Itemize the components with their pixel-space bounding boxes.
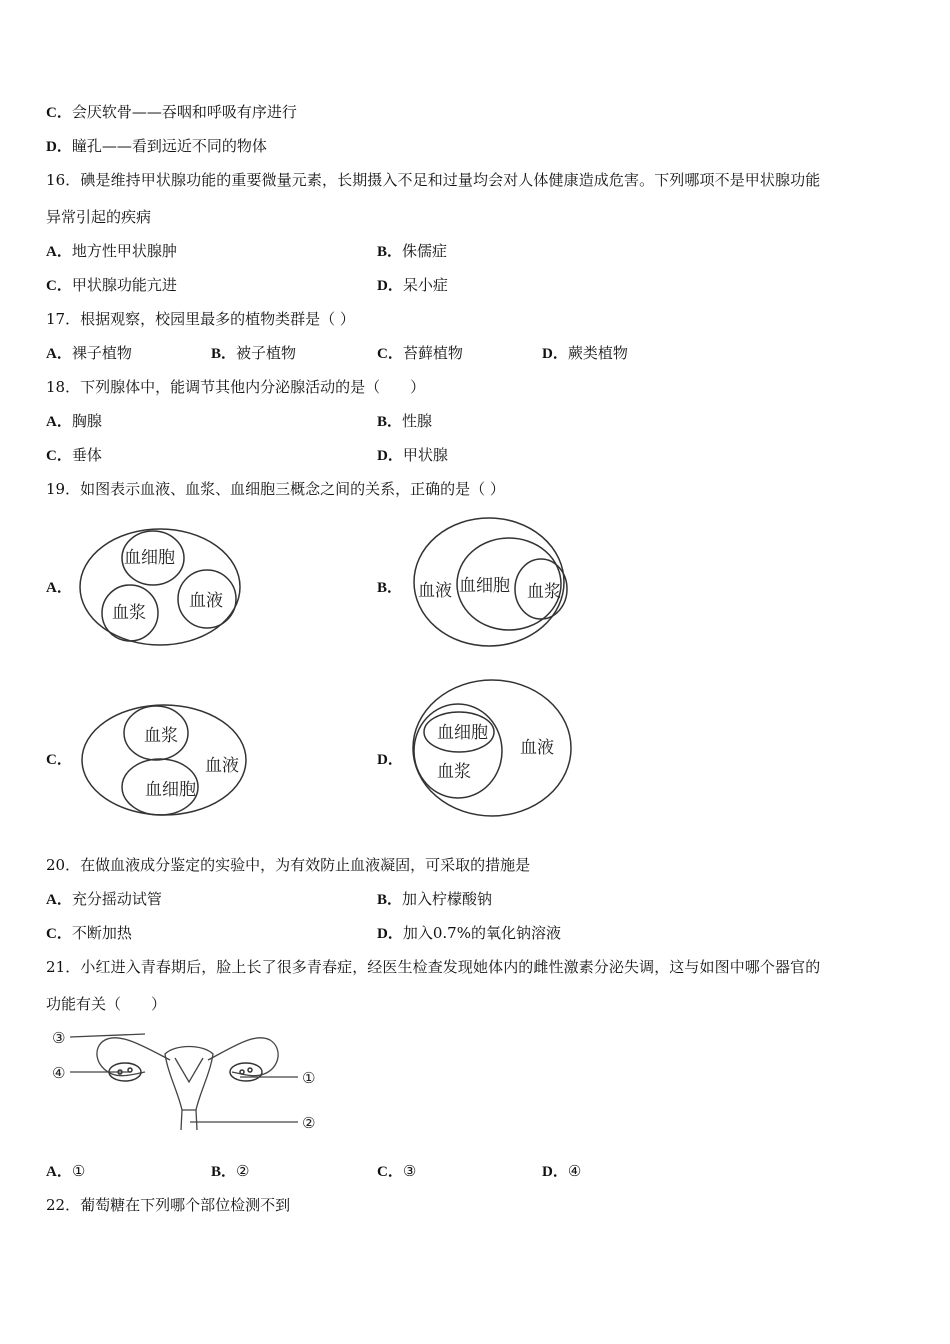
marker-2: ② xyxy=(302,1114,316,1132)
q16-stem-line2: 异常引起的疾病 xyxy=(46,208,152,226)
q19-option-d-label: D． xyxy=(377,752,403,768)
label-blood: 血液 xyxy=(189,591,223,611)
q20-option-a xyxy=(46,889,162,910)
q17-stem: 17．根据观察，校园里最多的植物类群是（ ） xyxy=(46,310,355,328)
q15-option-d xyxy=(46,136,267,157)
option-label: C． xyxy=(377,346,403,362)
q20-option-d xyxy=(377,923,561,944)
option-text: 地方性甲状腺肿 xyxy=(71,242,177,260)
option-text: ③ xyxy=(402,1162,417,1180)
q18-option-c xyxy=(46,445,102,466)
option-label: B． xyxy=(211,1164,237,1180)
option-label: A． xyxy=(46,414,72,430)
label-plasma: 血浆 xyxy=(437,762,471,782)
q18-option-d xyxy=(377,445,448,466)
option-label: D． xyxy=(377,278,403,294)
option-label: C． xyxy=(377,1164,403,1180)
outer-ellipse xyxy=(80,529,240,645)
q19-diagram-b xyxy=(410,515,575,650)
vagina xyxy=(181,1110,197,1130)
q21-option-b xyxy=(211,1161,249,1182)
option-label: D． xyxy=(377,448,403,464)
q17-option-b xyxy=(211,343,296,364)
q19-option-a-label: A． xyxy=(46,580,72,596)
left-oviduct xyxy=(97,1038,170,1076)
uterus-cavity xyxy=(175,1058,203,1082)
label-cells: 血细胞 xyxy=(437,723,488,743)
q21-option-a xyxy=(46,1161,85,1182)
q19-stem: 19．如图表示血液、血浆、血细胞三概念之间的关系，正确的是（ ） xyxy=(46,480,505,498)
q19-diagram-d xyxy=(410,676,575,821)
option-text: 胸腺 xyxy=(71,412,102,430)
option-text: 瞳孔——看到远近不同的物体 xyxy=(71,137,267,155)
q19-option-c-label: C． xyxy=(46,752,72,768)
q19-diagram-c xyxy=(78,700,258,820)
q15-option-c xyxy=(46,102,297,123)
option-text: ① xyxy=(71,1162,86,1180)
option-text: ④ xyxy=(567,1162,582,1180)
leader-3 xyxy=(70,1034,145,1037)
option-text: ② xyxy=(236,1162,250,1180)
option-label: A． xyxy=(46,1164,72,1180)
q16-option-a xyxy=(46,241,177,262)
q16-stem-line1: 16．碘是维持甲状腺功能的重要微量元素，长期摄入不足和过量均会对人体健康造成危害。下列哪项不是甲状腺功能 xyxy=(46,171,821,189)
option-label: C． xyxy=(46,105,72,121)
label-cells: 血细胞 xyxy=(124,548,175,568)
option-text: 甲状腺功能亢进 xyxy=(71,276,177,294)
option-label: A． xyxy=(46,346,72,362)
q20-option-b xyxy=(377,889,492,910)
label-plasma: 血浆 xyxy=(527,582,561,602)
option-label: A． xyxy=(46,244,72,260)
option-text: 呆小症 xyxy=(402,276,448,294)
label-blood: 血液 xyxy=(205,756,239,776)
option-text: 侏儒症 xyxy=(402,242,448,260)
q19-diagram-a xyxy=(78,525,248,650)
q18-option-a xyxy=(46,411,102,432)
option-label: B． xyxy=(211,346,237,362)
option-text: 性腺 xyxy=(402,412,433,430)
marker-1: ① xyxy=(302,1069,316,1087)
q21-stem-line1: 21．小红进入青春期后，脸上长了很多青春症，经医生检查发现她体内的雌性激素分泌失调，这与如图中哪个器官的 xyxy=(46,958,821,976)
option-text: 被子植物 xyxy=(236,344,297,362)
label-cells: 血细胞 xyxy=(145,780,196,800)
option-label: B． xyxy=(377,244,403,260)
option-text: 裸子植物 xyxy=(71,344,132,362)
follicle xyxy=(240,1070,244,1074)
q17-option-a xyxy=(46,343,132,364)
q20-option-c xyxy=(46,923,132,944)
q21-uterus-diagram xyxy=(50,1022,330,1142)
option-text: 垂体 xyxy=(71,446,102,464)
option-text: 甲状腺 xyxy=(402,446,448,464)
option-text: 蕨类植物 xyxy=(567,344,628,362)
option-text: 加入柠檬酸钠 xyxy=(402,890,493,908)
option-label: C． xyxy=(46,278,72,294)
uterus xyxy=(165,1047,213,1111)
q17-option-d xyxy=(542,343,628,364)
q16-option-b xyxy=(377,241,447,262)
q21-option-d xyxy=(542,1161,581,1182)
q21-option-c xyxy=(377,1161,416,1182)
option-text: 会厌软骨——吞咽和呼吸有序进行 xyxy=(71,103,297,121)
follicle xyxy=(248,1068,252,1072)
marker-4: ④ xyxy=(52,1064,66,1082)
label-plasma: 血浆 xyxy=(144,726,178,746)
option-label: D． xyxy=(46,139,72,155)
option-label: D． xyxy=(377,926,403,942)
option-label: D． xyxy=(542,1164,568,1180)
q18-stem: 18．下列腺体中，能调节其他内分泌腺活动的是（ ） xyxy=(46,378,426,396)
label-cells: 血细胞 xyxy=(459,576,510,596)
option-text: 不断加热 xyxy=(71,924,132,942)
option-text: 苔藓植物 xyxy=(402,344,463,362)
q22-stem: 22．葡萄糖在下列哪个部位检测不到 xyxy=(46,1196,291,1214)
option-label: D． xyxy=(542,346,568,362)
label-blood: 血液 xyxy=(520,738,554,758)
option-text: 充分摇动试管 xyxy=(71,890,162,908)
option-label: C． xyxy=(46,448,72,464)
option-label: B． xyxy=(377,414,403,430)
option-text: 加入0.7%的氧化钠溶液 xyxy=(402,924,561,942)
option-label: B． xyxy=(377,892,403,908)
q16-option-d xyxy=(377,275,448,296)
q20-stem: 20．在做血液成分鉴定的实验中，为有效防止血液凝固，可采取的措施是 xyxy=(46,856,531,874)
marker-3: ③ xyxy=(52,1029,66,1047)
q21-stem-line2: 功能有关（ ） xyxy=(46,995,167,1013)
middle-circle xyxy=(414,704,502,798)
q17-option-c xyxy=(377,343,463,364)
q16-option-c xyxy=(46,275,177,296)
q18-option-b xyxy=(377,411,432,432)
option-label: C． xyxy=(46,926,72,942)
label-blood: 血液 xyxy=(418,581,452,601)
option-label: A． xyxy=(46,892,72,908)
q19-option-b-label: B． xyxy=(377,580,403,596)
label-plasma: 血浆 xyxy=(112,603,146,623)
